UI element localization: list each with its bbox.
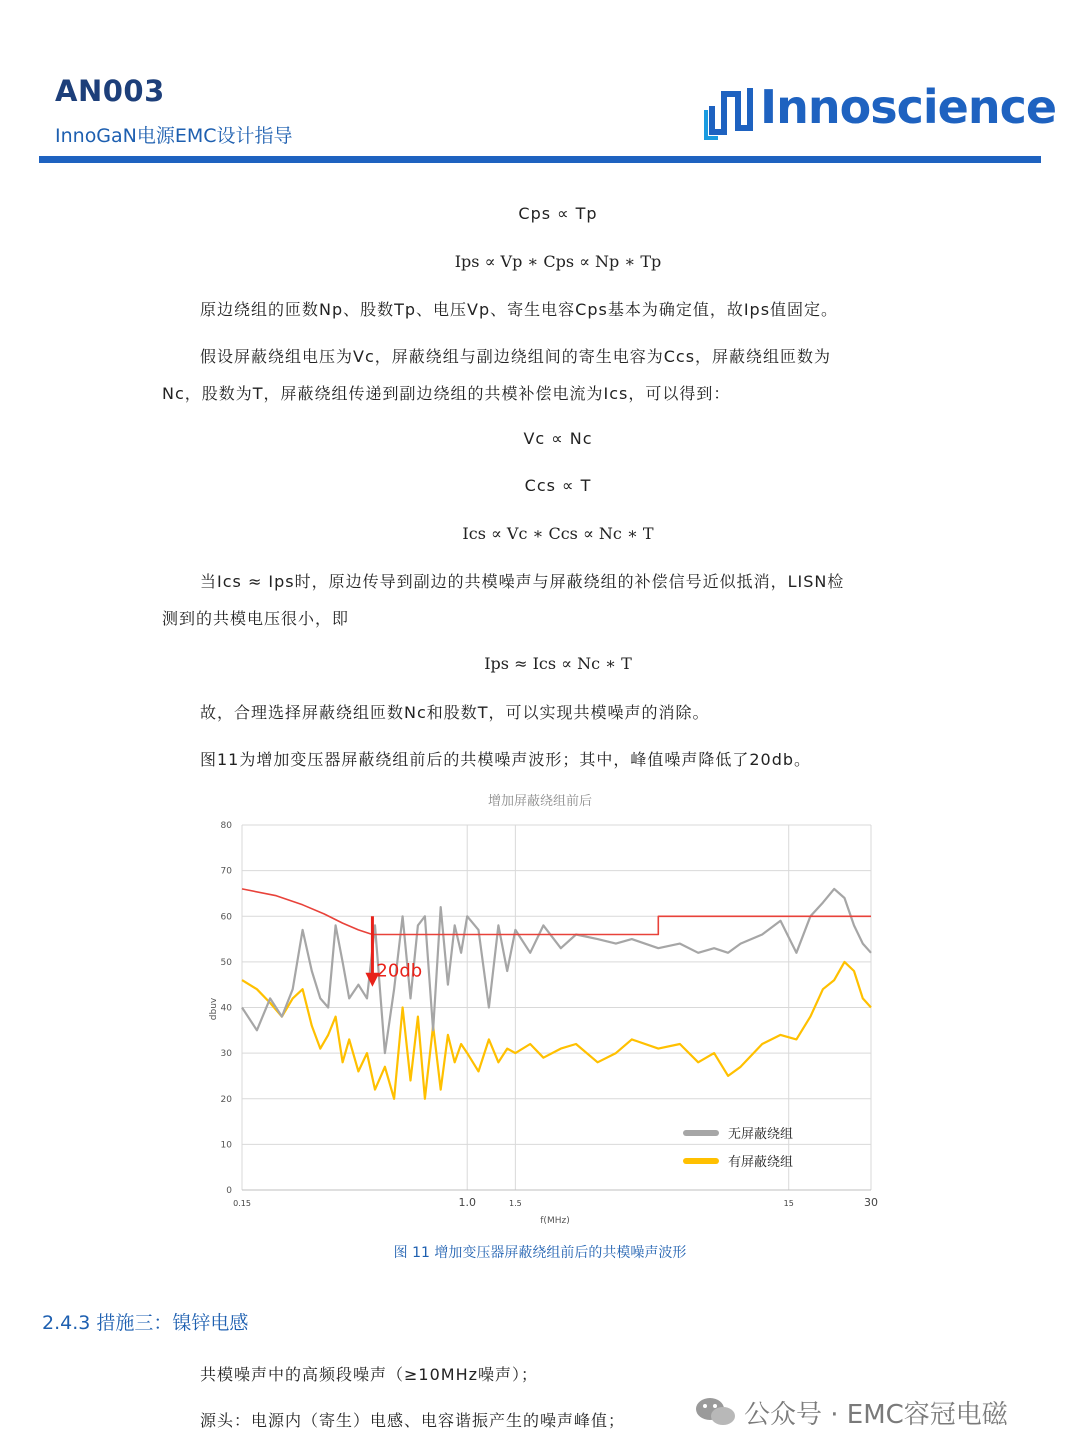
formula-ccs: Ccs ∝ T: [524, 476, 592, 495]
wechat-icon: [694, 1394, 738, 1430]
y-tick-label: 30: [220, 1049, 232, 1060]
chart-series: [242, 889, 871, 1099]
y-tick-label: 50: [220, 957, 232, 968]
x-tick-label: 1.5: [508, 1199, 522, 1208]
watermark: [694, 1392, 1054, 1432]
paragraph-6: 共模噪声中的高频段噪声（≥10MHz噪声）；: [200, 1365, 539, 1384]
brand-logo-icon: [704, 80, 760, 142]
paragraph-3-line1: 当Ics ≈ Ips时，原边传导到副边的共模噪声与屏蔽绕组的补偿信号近似抵消，LISN检: [200, 572, 845, 591]
doc-subtitle: InnoGaN电源EMC设计指导: [55, 125, 293, 147]
y-tick-label: 70: [220, 866, 232, 877]
section-heading: 2.4.3 措施三：镍锌电感: [42, 1312, 249, 1334]
annotation-label: 20db: [376, 960, 423, 982]
series-line-with-shield: [242, 962, 871, 1099]
paragraph-1: 原边绕组的匝数Np、股数Tp、电压Vp、寄生电容Cps基本为确定值，故Ips值固定。: [200, 300, 839, 319]
paragraph-5: 图11为增加变压器屏蔽绕组前后的共模噪声波形；其中，峰值噪声降低了20db。: [200, 750, 812, 769]
chart-x-ticks: [233, 1196, 878, 1209]
doc-id: AN003: [55, 74, 165, 108]
legend-swatch-no-shield: [683, 1130, 719, 1136]
x-tick-label: 15: [783, 1199, 794, 1208]
legend-label-with-shield: 有屏蔽绕组: [728, 1155, 794, 1170]
brand-logo-text: Innoscience: [760, 80, 1057, 134]
chart-x-label: f(MHz): [540, 1216, 570, 1226]
paragraph-3-line2: 测到的共模电压很小，即: [162, 609, 350, 628]
chart-y-label: dbuv: [209, 997, 219, 1021]
watermark-text: 公众号 · EMC容冠电磁: [744, 1400, 1008, 1430]
formula-ics: Ics ∝ Vc ∗ Ccs ∝ Nc ∗ T: [462, 524, 654, 543]
x-tick-label: 0.15: [233, 1199, 251, 1208]
y-tick-label: 20: [220, 1094, 232, 1105]
chart-title: 增加屏蔽绕组前后: [487, 794, 593, 809]
header-rule: [39, 156, 1041, 163]
paragraph-4: 故，合理选择屏蔽绕组匝数Nc和股数T，可以实现共模噪声的消除。: [200, 703, 710, 722]
formula-ips-ics: Ips ≈ Ics ∝ Nc ∗ T: [484, 654, 632, 673]
paragraph-2-line1: 假设屏蔽绕组电压为Vc，屏蔽绕组与副边绕组间的寄生电容为Ccs，屏蔽绕组匝数为: [200, 347, 832, 366]
noise-chart: [200, 785, 890, 1235]
x-tick-label: 1.0: [458, 1196, 476, 1209]
y-tick-label: 10: [220, 1140, 232, 1151]
paragraph-2-line2: Nc，股数为T，屏蔽绕组传递到副边绕组的共模补偿电流为Ics，可以得到：: [162, 384, 731, 403]
y-tick-label: 0: [226, 1186, 232, 1196]
chart-legend: [683, 1126, 793, 1170]
y-tick-label: 60: [220, 912, 232, 923]
formula-ips: Ips ∝ Vp ∗ Cps ∝ Np ∗ Tp: [454, 252, 662, 271]
brand-logo: [704, 80, 1057, 142]
y-tick-label: 40: [220, 1003, 232, 1014]
legend-label-no-shield: 无屏蔽绕组: [728, 1127, 794, 1142]
formula-cps: Cps ∝ Tp: [518, 204, 598, 223]
figure-caption: 图 11 增加变压器屏蔽绕组前后的共模噪声波形: [393, 1245, 687, 1261]
paragraph-7: 源头：电源内（寄生）电感、电容谐振产生的噪声峰值；: [200, 1411, 626, 1430]
formula-vc: Vc ∝ Nc: [523, 429, 593, 448]
y-tick-label: 80: [220, 821, 232, 831]
chart-y-ticks: [221, 821, 233, 1196]
legend-swatch-with-shield: [683, 1158, 719, 1164]
x-tick-label: 30: [864, 1196, 878, 1209]
